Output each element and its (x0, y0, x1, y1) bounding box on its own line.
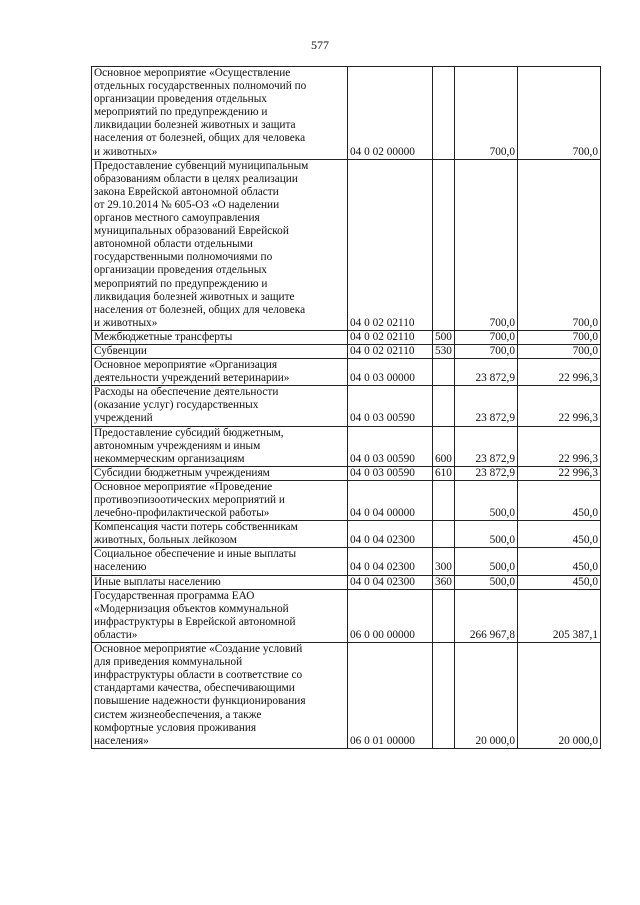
expense-type-cell: 600 (433, 426, 455, 466)
target-article-cell: 04 0 02 00000 (348, 67, 433, 160)
target-article-cell: 04 0 03 00590 (348, 426, 433, 466)
table-row (92, 330, 601, 344)
expense-type-cell (433, 359, 455, 386)
amount-first-cell: 23 872,9 (455, 466, 518, 480)
target-article-cell: 04 0 04 00000 (348, 480, 433, 520)
amount-first-cell: 20 000,0 (455, 643, 518, 749)
target-article-cell: 04 0 04 02300 (348, 575, 433, 589)
table-row (92, 159, 601, 330)
row-name-cell: Предоставление субвенций муниципальным образованиям области в целях реализации закона Еврейской автономной области от 29.10.2014 № 605-ОЗ «О наделении органов местного самоуправления муниципальных образований Еврейской автономной области отдельными государственными полномочиями по организации проведения отдельных мероприятий по предупреждению и ликвидация болезней животных и защите населения от болезней, общих для человека и животных» (92, 159, 348, 330)
expense-type-cell (433, 589, 455, 642)
row-name-cell: Основное мероприятие «Организация деятельности учреждений ветеринарии» (92, 359, 348, 386)
amount-second-cell: 22 996,3 (518, 426, 601, 466)
target-article-cell: 04 0 03 00590 (348, 466, 433, 480)
target-article-cell: 04 0 02 02110 (348, 159, 433, 330)
expense-type-cell: 530 (433, 344, 455, 358)
amount-first-cell: 700,0 (455, 344, 518, 358)
target-article-cell: 04 0 03 00000 (348, 359, 433, 386)
table-row (92, 521, 601, 548)
table-row (92, 359, 601, 386)
row-name-cell: Компенсация части потерь собственникам животных, больных лейкозом (92, 521, 348, 548)
amount-first-cell: 23 872,9 (455, 359, 518, 386)
table-row (92, 548, 601, 575)
table-row (92, 575, 601, 589)
amount-second-cell: 450,0 (518, 521, 601, 548)
amount-first-cell: 700,0 (455, 330, 518, 344)
expense-type-cell: 360 (433, 575, 455, 589)
target-article-cell: 06 0 00 00000 (348, 589, 433, 642)
row-name-cell: Предоставление субсидий бюджетным, автономным учреждениям и иным некоммерческим организациям (92, 426, 348, 466)
amount-first-cell: 500,0 (455, 548, 518, 575)
amount-second-cell: 700,0 (518, 159, 601, 330)
amount-first-cell: 500,0 (455, 521, 518, 548)
table-row (92, 589, 601, 642)
row-name-cell: Государственная программа ЕАО «Модернизация объектов коммунальной инфраструктуры в Еврейской автономной области» (92, 589, 348, 642)
amount-first-cell: 500,0 (455, 480, 518, 520)
target-article-cell: 04 0 03 00590 (348, 386, 433, 426)
amount-first-cell: 700,0 (455, 67, 518, 160)
target-article-cell: 04 0 02 02110 (348, 344, 433, 358)
row-name-cell: Расходы на обеспечение деятельности (оказание услуг) государственных учреждений (92, 386, 348, 426)
row-name-cell: Основное мероприятие «Создание условий для приведения коммунальной инфраструктуры области в соответствие со стандартами качества, обеспечивающими повышение надежности функционирования систем жизнеобеспечения, а также комфортные условия проживания населения» (92, 643, 348, 749)
amount-second-cell: 20 000,0 (518, 643, 601, 749)
amount-first-cell: 23 872,9 (455, 386, 518, 426)
table-row (92, 344, 601, 358)
target-article-cell: 06 0 01 00000 (348, 643, 433, 749)
expense-type-cell (433, 386, 455, 426)
amount-first-cell: 500,0 (455, 575, 518, 589)
page-number: 577 (311, 38, 329, 52)
row-name-cell: Субсидии бюджетным учреждениям (92, 466, 348, 480)
amount-second-cell: 700,0 (518, 344, 601, 358)
amount-first-cell: 23 872,9 (455, 426, 518, 466)
row-name-cell: Основное мероприятие «Проведение противоэпизоотических мероприятий и лечебно-профилактической работы» (92, 480, 348, 520)
row-name-cell: Иные выплаты населению (92, 575, 348, 589)
table-row (92, 643, 601, 749)
table-row (92, 386, 601, 426)
expense-type-cell (433, 67, 455, 160)
expense-type-cell (433, 159, 455, 330)
amount-first-cell: 700,0 (455, 159, 518, 330)
amount-second-cell: 700,0 (518, 67, 601, 160)
amount-second-cell: 450,0 (518, 548, 601, 575)
expense-type-cell: 300 (433, 548, 455, 575)
row-name-cell: Основное мероприятие «Осуществление отдельных государственных полномочий по организации проведения отдельных мероприятий по предупреждению и ликвидации болезней животных и защита населения от болезней, общих для человека и животных» (92, 67, 348, 160)
expense-type-cell (433, 643, 455, 749)
amount-second-cell: 22 996,3 (518, 359, 601, 386)
amount-second-cell: 700,0 (518, 330, 601, 344)
row-name-cell: Субвенции (92, 344, 348, 358)
expense-type-cell: 500 (433, 330, 455, 344)
expense-type-cell: 610 (433, 466, 455, 480)
row-name-cell: Социальное обеспечение и иные выплаты населению (92, 548, 348, 575)
target-article-cell: 04 0 02 02110 (348, 330, 433, 344)
budget-table (91, 66, 601, 749)
table-row (92, 426, 601, 466)
amount-second-cell: 22 996,3 (518, 386, 601, 426)
amount-second-cell: 450,0 (518, 480, 601, 520)
amount-second-cell: 205 387,1 (518, 589, 601, 642)
row-name-cell: Межбюджетные трансферты (92, 330, 348, 344)
table-row (92, 466, 601, 480)
amount-first-cell: 266 967,8 (455, 589, 518, 642)
amount-second-cell: 450,0 (518, 575, 601, 589)
table-row (92, 480, 601, 520)
amount-second-cell: 22 996,3 (518, 466, 601, 480)
expense-type-cell (433, 480, 455, 520)
target-article-cell: 04 0 04 02300 (348, 521, 433, 548)
target-article-cell: 04 0 04 02300 (348, 548, 433, 575)
table-row (92, 67, 601, 160)
expense-type-cell (433, 521, 455, 548)
